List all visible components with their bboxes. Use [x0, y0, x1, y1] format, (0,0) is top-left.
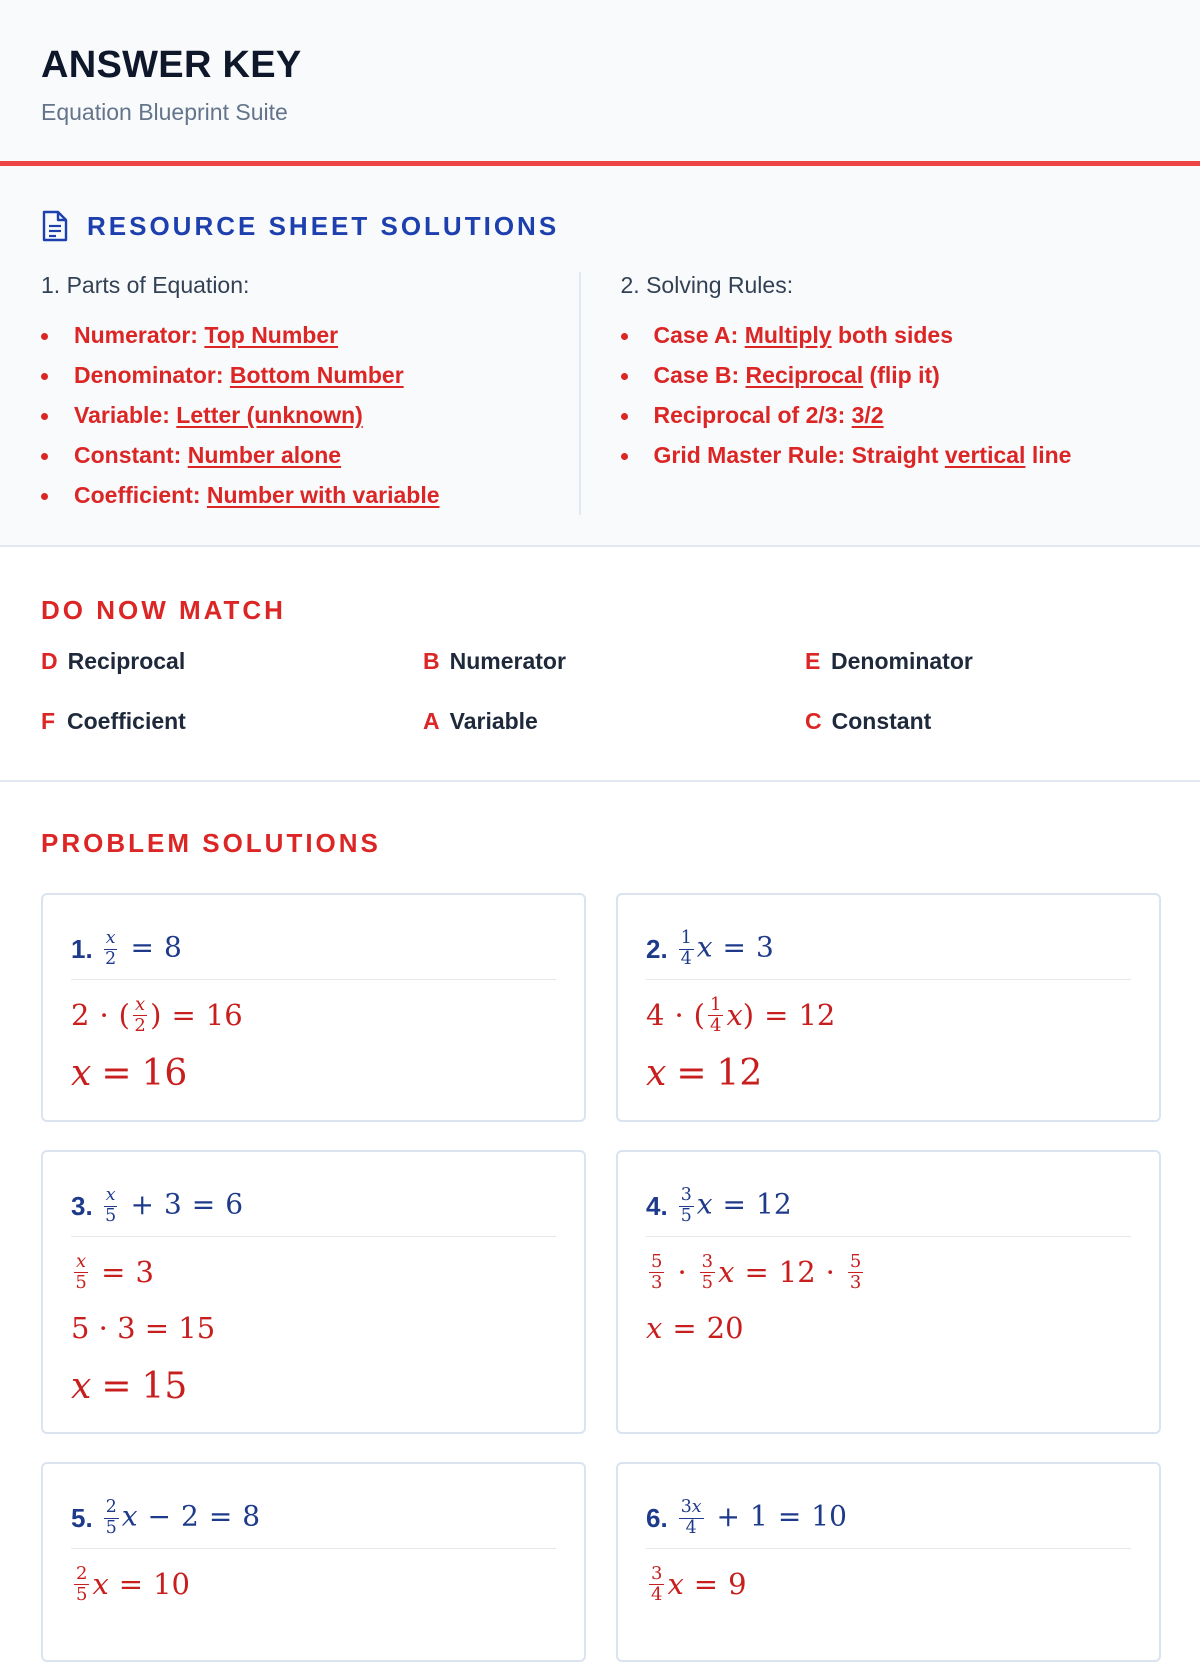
document-icon [41, 210, 69, 242]
problem-equation: $\frac{x}{5}$ + 3 = 6 [105, 1185, 244, 1226]
list-item: Constant: Number alone [41, 435, 579, 475]
list-item: Case A: Multiply both sides [621, 315, 1160, 355]
list-item: Variable: Letter (unknown) [41, 395, 579, 435]
final-answer: x = 20 [646, 1311, 744, 1345]
solution-step: $\frac{2}{5}$ x = 10 [76, 1562, 191, 1605]
solution-step: 4 · ( $\frac{1}{4}$ x ) = 12 [646, 993, 836, 1036]
match-item: B Numerator [423, 648, 566, 674]
page-subtitle: Equation Blueprint Suite [41, 99, 288, 125]
answer-text: Number alone [187, 442, 342, 468]
problem-number: 1. [71, 933, 93, 964]
solution-step: $\frac{3}{4}$ x = 9 [651, 1562, 747, 1605]
header [0, 0, 1200, 166]
page-title: ANSWER KEY [41, 44, 302, 86]
solution-step: $\frac{x}{5}$ = 3 [75, 1250, 154, 1293]
problem-number: 6. [646, 1502, 668, 1533]
problem-card [41, 1462, 586, 1662]
resource-section-title: RESOURCE SHEET SOLUTIONS [87, 210, 560, 241]
problem-equation: $\frac{3x}{4}$ + 1 = 10 [680, 1497, 847, 1538]
answer-text: Letter (unknown) [176, 402, 363, 428]
list-item: Case B: Reciprocal (flip it) [621, 355, 1160, 395]
solution-step: 2 · ( $\frac{x}{2}$ ) = 16 [71, 993, 243, 1036]
answer-text: Multiply [744, 322, 832, 348]
answer-text: vertical [944, 442, 1026, 468]
problem-number: 3. [71, 1190, 93, 1221]
list-item: Reciprocal of 2/3: 3/2 [621, 395, 1160, 435]
problem-card [616, 1462, 1161, 1662]
list-item: Grid Master Rule: Straight vertical line [621, 435, 1160, 475]
answer-text: Reciprocal [745, 362, 864, 388]
column-title: 1. Parts of Equation: [41, 272, 250, 298]
problem-solutions-title: PROBLEM SOLUTIONS [41, 828, 381, 858]
problem-card [616, 893, 1161, 1122]
match-item: A Variable [423, 708, 538, 734]
list-item: Denominator: Bottom Number [41, 355, 579, 395]
problem-equation: $\frac{2}{5}$ x − 2 = 8 [105, 1497, 261, 1538]
list-item: Coefficient: Number with variable [41, 475, 579, 515]
solution-step: 5 · 3 = 15 [71, 1311, 216, 1345]
answer-text: Number with variable [206, 482, 440, 508]
match-item: F Coefficient [41, 708, 186, 734]
final-answer: x = 16 [71, 1053, 188, 1094]
problem-card [616, 1150, 1161, 1434]
do-now-title: DO NOW MATCH [41, 595, 286, 625]
problem-equation: $\frac{3}{5}$ x = 12 [680, 1185, 792, 1226]
problem-card [41, 1150, 586, 1434]
problem-equation: $\frac{1}{4}$ x = 3 [680, 928, 774, 969]
match-item: E Denominator [805, 648, 973, 674]
answer-text: 3/2 [851, 402, 884, 428]
solution-step: $\frac{5}{3}$ · $\frac{3}{5}$ x = 12 · $\frac{5}{3}$ [651, 1250, 862, 1293]
problem-card [41, 893, 586, 1122]
solving-rules-column [581, 272, 1160, 515]
match-item: C Constant [805, 708, 932, 734]
problem-number: 4. [646, 1190, 668, 1221]
problem-number: 5. [71, 1502, 93, 1533]
answer-text: Bottom Number [229, 362, 404, 388]
parts-of-equation-column [41, 272, 581, 515]
match-item: D Reciprocal [41, 648, 186, 674]
problem-equation: $\frac{x}{2}$ = 8 [105, 928, 182, 969]
do-now-match-section [0, 547, 1200, 782]
list-item: Numerator: Top Number [41, 315, 579, 355]
problem-number: 2. [646, 933, 668, 964]
problem-solutions-section [0, 782, 1200, 1662]
resource-sheet-section [0, 166, 1200, 547]
final-answer: x = 12 [646, 1053, 763, 1094]
answer-text: Top Number [204, 322, 339, 348]
final-answer: x = 15 [71, 1366, 188, 1407]
column-title: 2. Solving Rules: [620, 272, 794, 298]
